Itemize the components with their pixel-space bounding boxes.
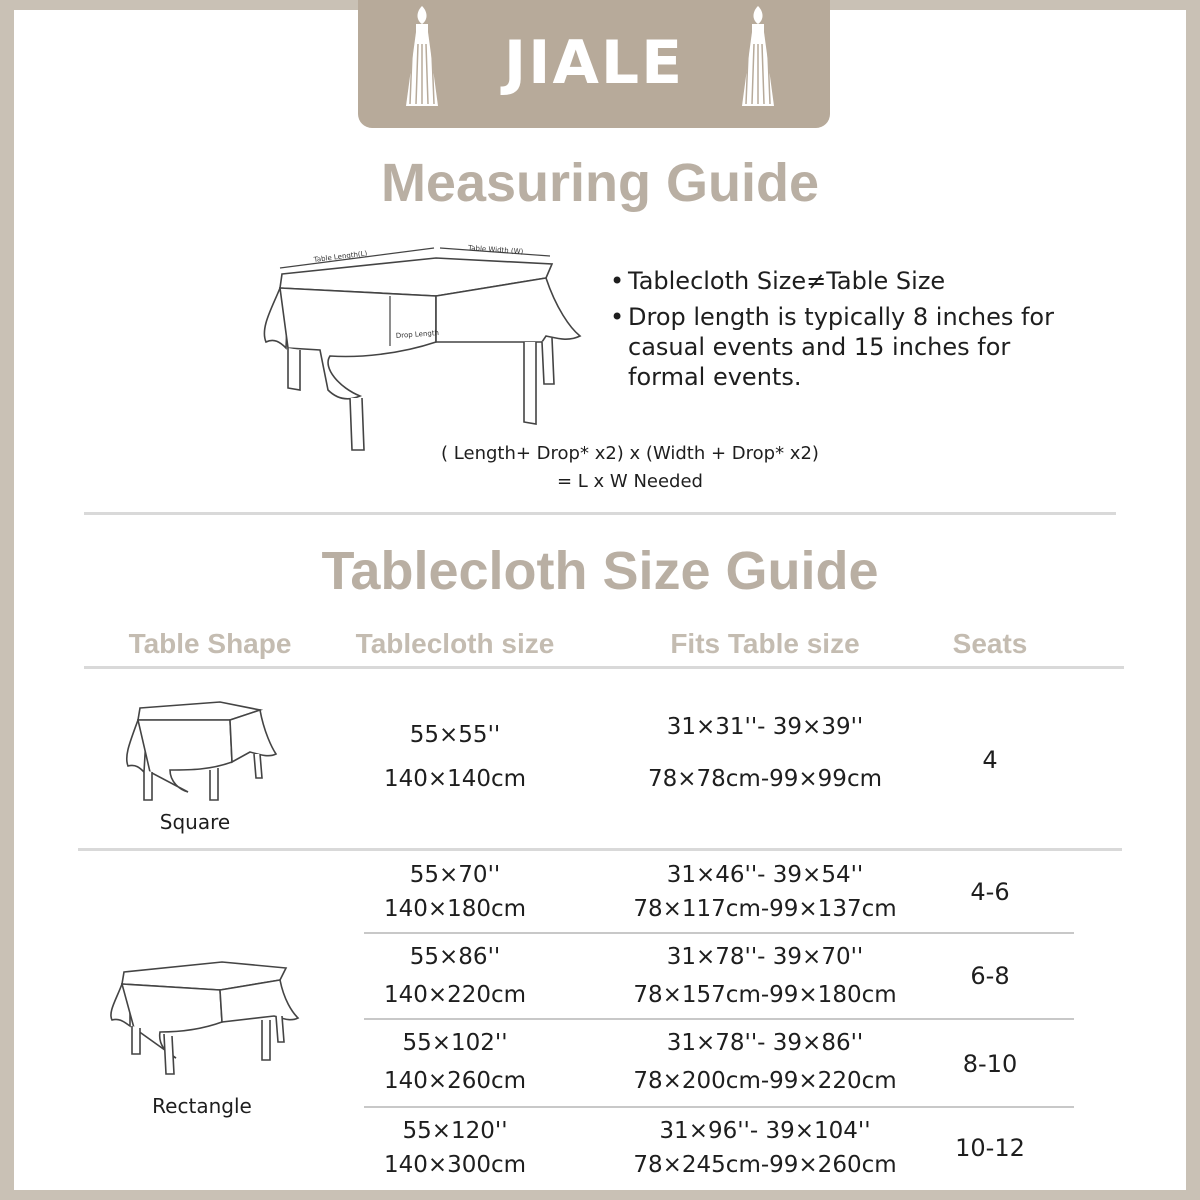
row-divider <box>364 1018 1074 1020</box>
measuring-notes <box>606 266 1086 398</box>
size-formula <box>380 440 880 496</box>
table-diagram <box>250 238 590 458</box>
formula-line: ( Length+ Drop* x2) x (Width + Drop* x2) <box>441 443 819 464</box>
row-divider <box>364 1106 1074 1108</box>
brand-name: JIALE <box>503 28 685 98</box>
seats-cell: 4 <box>982 746 998 774</box>
formula-result: = L x W Needed <box>557 471 703 492</box>
size-guide-title: Tablecloth Size Guide <box>321 541 879 601</box>
header-divider <box>84 666 1124 669</box>
tablecloth-size-cell: 55×55'' 140×140cm <box>383 722 527 792</box>
tassel-icon <box>730 4 786 116</box>
tablecloth-size-cell: 55×70'' 140×180cm <box>383 862 527 922</box>
bullet-icon: • <box>610 267 625 295</box>
fits-table-size-cell: 31×96''- 39×104'' 78×245cm-99×260cm <box>633 1118 897 1178</box>
brand-banner <box>358 0 830 128</box>
header-fits-table-size: Fits Table size <box>670 628 860 659</box>
note-text: Drop length is typically 8 inches for casual events and 15 inches for formal events. <box>628 303 1054 391</box>
fits-table-size-cell: 31×31''- 39×39'' 78×78cm-99×99cm <box>647 714 882 792</box>
drop-length-label: Drop Length <box>395 328 440 340</box>
fits-table-size-cell: 31×78''- 39×70'' 78×157cm-99×180cm <box>633 944 897 1008</box>
tablecloth-size-cell: 55×120'' 140×300cm <box>383 1118 527 1178</box>
seats-cell: 4-6 <box>970 878 1010 906</box>
note-item <box>606 302 1086 392</box>
tablecloth-size-cell: 55×86'' 140×220cm <box>383 944 527 1008</box>
note-text: Tablecloth Size≠Table Size <box>628 267 946 295</box>
fits-table-size-cell: 31×78''- 39×86'' 78×200cm-99×220cm <box>633 1030 897 1094</box>
header-tablecloth-size: Tablecloth size <box>355 628 555 659</box>
note-item <box>606 266 1086 296</box>
seats-cell: 8-10 <box>962 1050 1018 1078</box>
rectangle-table-icon <box>104 950 300 1080</box>
measuring-guide-title: Measuring Guide <box>380 153 820 213</box>
square-table-icon <box>110 692 280 802</box>
table-width-label: Table Width (W) <box>467 244 524 256</box>
tablecloth-size-cell: 55×102'' 140×260cm <box>383 1030 527 1094</box>
shape-label-square: Square <box>159 810 231 834</box>
header-table-shape: Table Shape <box>128 628 292 659</box>
table-length-label: Table Length(L) <box>313 249 368 264</box>
header-seats: Seats <box>952 628 1028 659</box>
seats-cell: 6-8 <box>970 962 1010 990</box>
row-divider <box>78 848 1122 851</box>
row-divider <box>364 932 1074 934</box>
bullet-icon: • <box>610 303 625 331</box>
seats-cell: 10-12 <box>955 1134 1025 1162</box>
section-divider <box>84 512 1116 515</box>
shape-label-rectangle: Rectangle <box>152 1094 252 1118</box>
fits-table-size-cell: 31×46''- 39×54'' 78×117cm-99×137cm <box>633 862 897 922</box>
